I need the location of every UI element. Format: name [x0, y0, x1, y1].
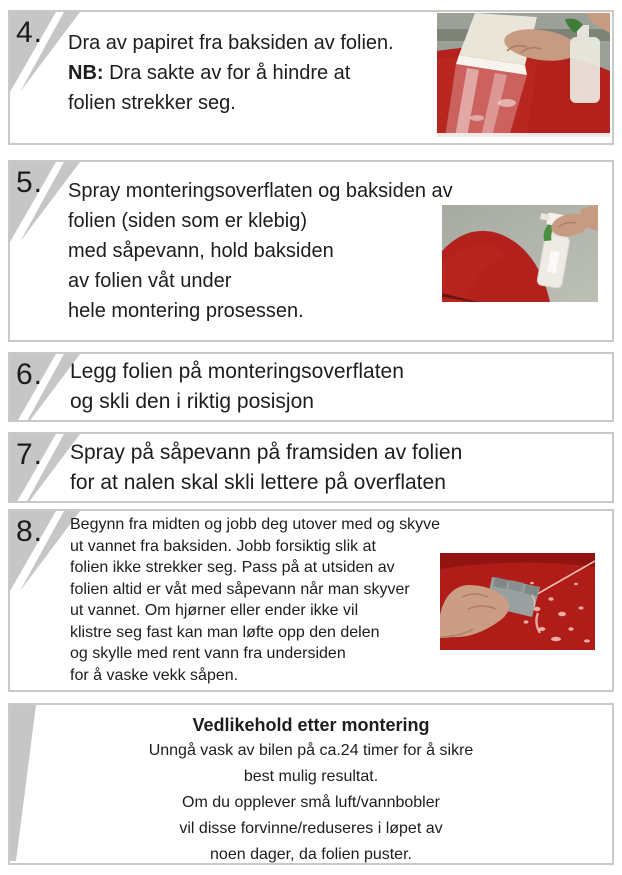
nb-bold-label: NB: [68, 62, 104, 84]
text-line: og skli den i riktig posisjon [70, 390, 314, 413]
squeegee-water-photo [440, 553, 595, 650]
step-4-box [8, 10, 614, 145]
step-7-text [70, 438, 462, 498]
step-number: 8. [16, 515, 44, 548]
step-number: 7. [16, 438, 44, 471]
text-line: noen dager, da folien puster. [210, 846, 412, 863]
text-line: folien ikke strekker seg. Pass på at utsiden av [70, 559, 395, 576]
step-4-text [68, 28, 394, 118]
step-number: 5. [16, 166, 44, 199]
step-8-text [70, 514, 440, 686]
text-line: Unngå vask av bilen på ca.24 timer for å sikre [148, 742, 474, 759]
text-line: folien altid er våt med såpevann når man skyver [70, 580, 410, 598]
text-line: hele montering prosessen. [68, 300, 304, 322]
text-line: Dra av papiret fra baksiden av folien. [68, 32, 394, 54]
text-line: Om du opplever små luft/vannbobler [182, 794, 440, 811]
text-line: Spray på såpevann på framsiden av folien [70, 441, 463, 464]
text-line: ut vannet fra baksiden. Jobb forsiktig slik at [70, 537, 376, 555]
text-line: best mulig resultat. [243, 768, 379, 785]
text-line: folien (siden som er klebig) [68, 210, 307, 232]
text-line: Begynn fra midten og jobb deg utover med og skyve [70, 516, 440, 533]
text-line: med såpevann, hold baksiden [68, 240, 334, 262]
step-6-text [70, 357, 404, 417]
text-line: for å vaske vekk såpen. [70, 666, 239, 684]
step-number: 6. [16, 358, 44, 391]
maintenance-text [10, 712, 612, 865]
spray-bottle-photo [442, 205, 598, 302]
text-line: ut vannet. Om hjørner eller ender ikke vil [70, 602, 359, 619]
maintenance-box [8, 703, 614, 865]
step-8-box [8, 509, 614, 692]
text-line: NB: Dra sakte av for å hindre at [68, 62, 351, 84]
step-6-box [8, 352, 614, 422]
text-line: og skylle med rent vann fra undersiden [70, 645, 346, 662]
step-number: 4. [16, 16, 44, 49]
text-line: for at nalen skal skli lettere på overflaten [70, 471, 446, 494]
text-line: Spray monteringsoverflaten og baksiden av [68, 180, 453, 202]
step-5-box [8, 160, 614, 342]
maintenance-title: Vedlikehold etter montering [192, 715, 430, 735]
text-line: folien strekker seg. [68, 92, 236, 114]
text-line: Legg folien på monteringsoverflaten [70, 360, 404, 383]
text-line: klistre seg fast kan man løfte opp den delen [70, 623, 380, 641]
peeling-backing-paper-photo [437, 13, 610, 137]
step-5-text [68, 176, 453, 326]
text-line: av folien våt under [68, 270, 232, 292]
step-7-box [8, 432, 614, 503]
text-line: vil disse forvinne/reduseres i løpet av [179, 820, 443, 837]
